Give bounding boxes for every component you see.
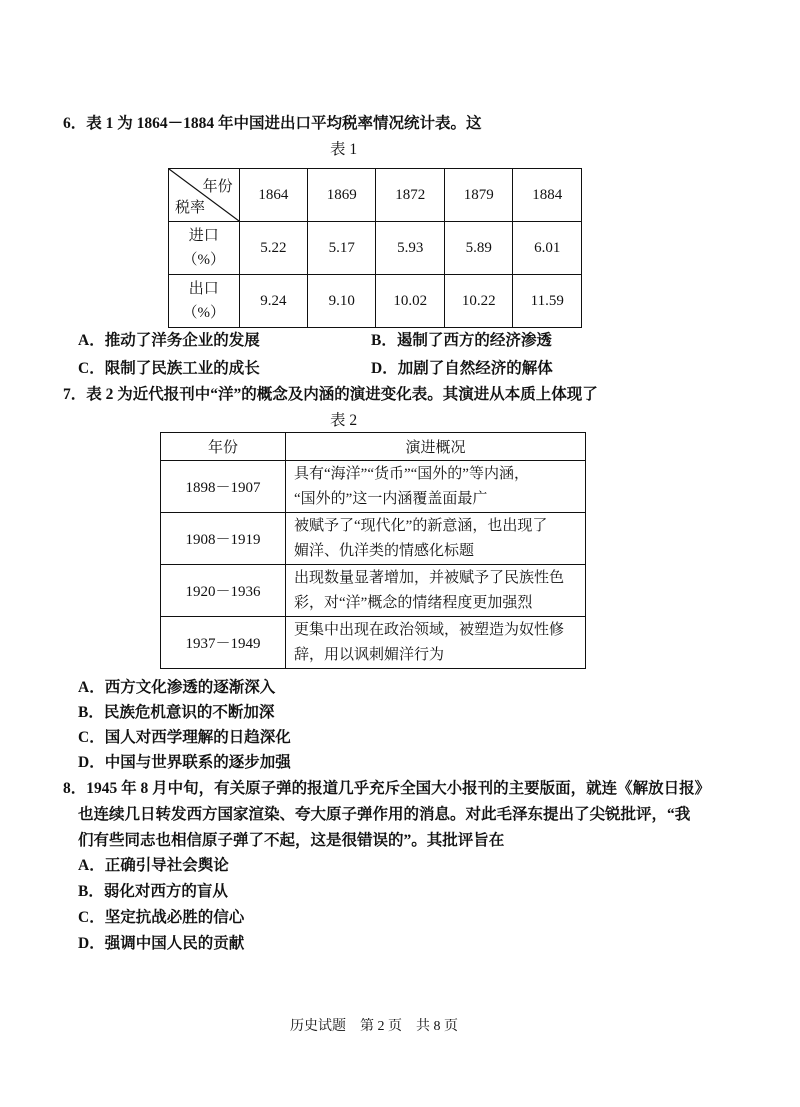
table-row	[161, 513, 586, 565]
year-header: 1884	[513, 169, 582, 222]
table1-corner-cell	[169, 169, 240, 222]
table2	[160, 432, 586, 669]
cell: 5.89	[444, 222, 513, 275]
q8-option-b: B．弱化对西方的盲从	[78, 883, 228, 900]
table1-title: 表 1	[330, 141, 358, 158]
cell: 6.01	[513, 222, 582, 275]
row-label: 进口 （%）	[169, 222, 240, 275]
q7-option-c: C．国人对西学理解的日趋深化	[78, 729, 291, 746]
q7-option-d: D．中国与世界联系的逐步加强	[78, 754, 291, 771]
corner-label-rate: 税率	[175, 200, 206, 216]
summary-cell: 具有“海洋”“货币”“国外的”等内涵， “国外的”这一内涵覆盖面最广	[286, 461, 586, 513]
q8-stem-line3: 们有些同志也相信原子弹了不起，这是很错误的”。其批评旨在	[78, 832, 505, 849]
q7-option-b: B．民族危机意识的不断加深	[78, 704, 275, 721]
cell: 5.93	[376, 222, 445, 275]
header-summary: 演进概况	[286, 433, 586, 461]
q7-option-a: A．西方文化渗透的逐渐深入	[78, 679, 276, 696]
period-cell: 1898－1907	[161, 461, 286, 513]
period-cell: 1920－1936	[161, 565, 286, 617]
row-label: 出口 （%）	[169, 275, 240, 328]
table-row	[161, 565, 586, 617]
summary-cell: 更集中出现在政治领域，被塑造为奴性修 辞，用以讽刺媚洋行为	[286, 617, 586, 669]
table-row	[161, 461, 586, 513]
cell: 10.02	[376, 275, 445, 328]
summary-cell: 出现数量显著增加，并被赋予了民族性色 彩，对“洋”概念的情绪程度更加强烈	[286, 565, 586, 617]
year-header: 1864	[239, 169, 307, 222]
cell: 9.24	[239, 275, 307, 328]
q8-stem-line1: 8．1945 年 8 月中旬，有关原子弹的报道几乎充斥全国大小报刊的主要版面，就连《解放日报》	[63, 780, 711, 797]
table2-title: 表 2	[330, 412, 358, 429]
table-row	[161, 617, 586, 669]
year-header: 1879	[444, 169, 513, 222]
period-cell: 1908－1919	[161, 513, 286, 565]
summary-cell: 被赋予了“现代化”的新意涵，也出现了 媚洋、仇洋类的情感化标题	[286, 513, 586, 565]
q6-option-a: A．推动了洋务企业的发展	[78, 332, 260, 349]
q8-option-c: C．坚定抗战必胜的信心	[78, 909, 245, 926]
q8-option-d: D．强调中国人民的贡献	[78, 935, 245, 952]
q8-option-a: A．正确引导社会舆论	[78, 857, 229, 874]
year-header: 1872	[376, 169, 445, 222]
table1	[168, 168, 582, 328]
page-footer: 历史试题 第 2 页 共 8 页	[290, 1019, 458, 1034]
table-row	[169, 222, 582, 275]
q7-stem: 7．表 2 为近代报刊中“洋”的概念及内涵的演进变化表。其演进从本质上体现了	[63, 386, 598, 403]
cell: 11.59	[513, 275, 582, 328]
cell: 9.10	[308, 275, 376, 328]
year-header: 1869	[308, 169, 376, 222]
q6-option-c: C．限制了民族工业的成长	[78, 360, 260, 377]
header-year: 年份	[161, 433, 286, 461]
q6-stem: 6．表 1 为 1864－1884 年中国进出口平均税率情况统计表。这	[63, 115, 482, 132]
q6-option-b: B．遏制了西方的经济渗透	[371, 332, 552, 349]
q8-stem-line2: 也连续几日转发西方国家渲染、夸大原子弹作用的消息。对此毛泽东提出了尖锐批评，“我	[78, 806, 691, 823]
table-row	[169, 275, 582, 328]
cell: 5.17	[308, 222, 376, 275]
cell: 5.22	[239, 222, 307, 275]
cell: 10.22	[444, 275, 513, 328]
q6-option-d: D．加剧了自然经济的解体	[371, 360, 553, 377]
corner-label-year: 年份	[202, 179, 233, 195]
period-cell: 1937－1949	[161, 617, 286, 669]
